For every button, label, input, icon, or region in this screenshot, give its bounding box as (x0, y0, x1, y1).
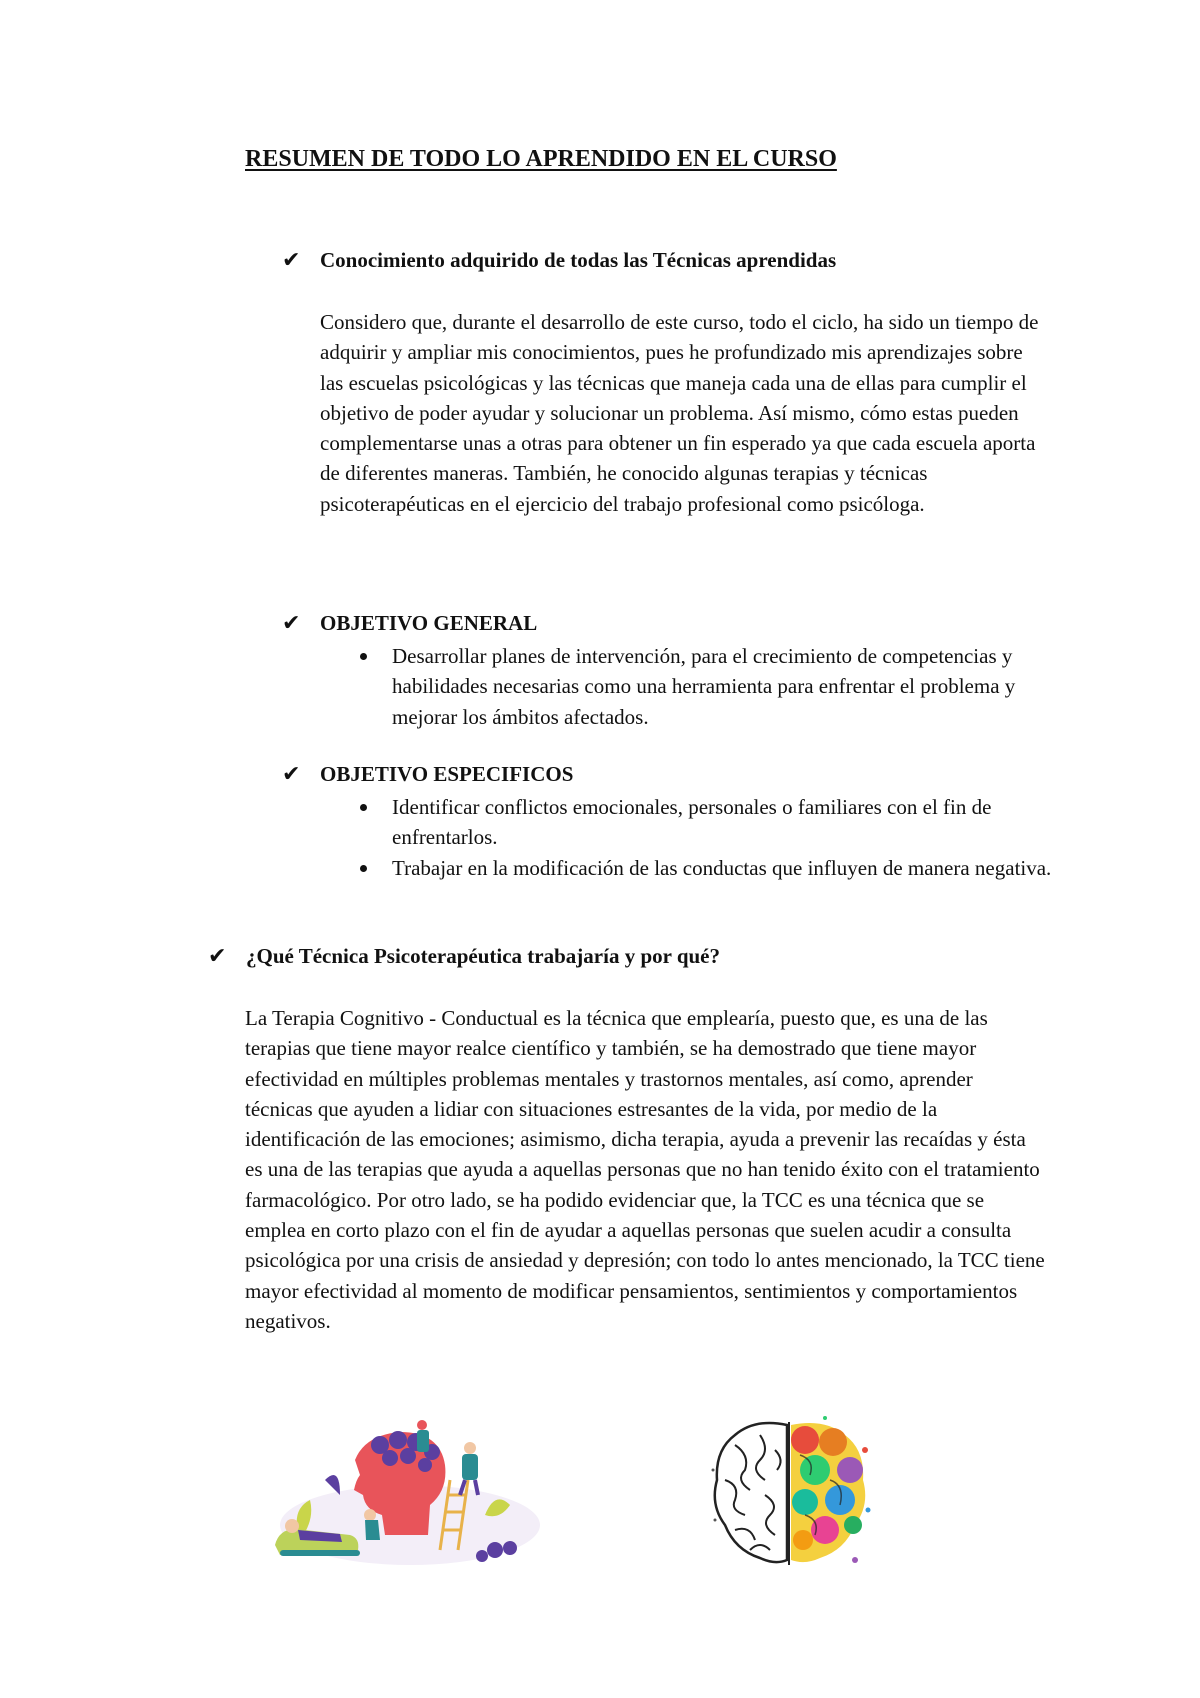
document-title: RESUMEN DE TODO LO APRENDIDO EN EL CURSO (245, 146, 837, 172)
list-item-text: Desarrollar planes de intervención, para el crecimiento de competencias y habilidades necesarias como una herramienta para enfrentar el problema y mejorar los ámbitos afectados. (392, 644, 1016, 729)
section-heading-text: OBJETIVO ESPECIFICOS (320, 762, 574, 786)
section-heading-conocimiento (282, 248, 836, 273)
section-heading-text: Conocimiento adquirido de todas las Técnicas aprendidas (320, 248, 837, 272)
bullet-icon (360, 865, 367, 872)
section-heading-objetivo-especificos (282, 762, 573, 787)
section-heading-text: ¿Qué Técnica Psicoterapéutica trabajaría y por qué? (246, 944, 720, 968)
bullet-icon (360, 804, 367, 811)
section-heading-tecnica (208, 944, 720, 969)
checkmark-icon: ✔ (282, 248, 301, 273)
section-heading-text: OBJETIVO GENERAL (320, 611, 538, 635)
conocimiento-paragraph: Considero que, durante el desarrollo de este curso, todo el ciclo, ha sido un tiempo de adquirir y ampliar mis conocimientos, pues he profundizado mis aprendizajes sobre las escuelas psicológicas y las técnicas que maneja cada una de ellas para cumplir el objetivo de poder ayudar y solucionar un problema. Así mismo, cómo estas pueden complementarse unas a otras para obtener un fin esperado ya que cada escuela aporta de diferentes maneras. También, he conocido algunas terapias y técnicas psicoterapéuticas en el ejercicio del trabajo profesional como psicóloga. (320, 310, 1039, 516)
objetivo-general-list (392, 641, 1032, 732)
bullet-icon (360, 653, 367, 660)
list-item-text: Identificar conflictos emocionales, personales o familiares con el fin de enfrentarlos. (392, 795, 992, 850)
tecnica-paragraph: La Terapia Cognitivo - Conductual es la técnica que emplearía, puesto que, es una de las terapias que tiene mayor realce científico y también, se ha demostrado que tiene mayor efectividad en múltiples problemas mentales y trastornos mentales, así como, aprender técnicas que ayuden a lidiar con situaciones estresantes de la vida, por medio de la identificación de las emociones; asimismo, dicha terapia, ayuda a prevenir las recaídas y ésta es una de las terapias que ayuda a aquellas personas que no han tenido éxito con el tratamiento farmacológico. Por otro lado, se ha podido evidenciar que, la TCC es una técnica que se emplea en corto plazo con el fin de ayudar a aquellas personas que suelen acudir a consulta psicológica por una crisis de ansiedad y depresión; con todo lo antes mencionado, la TCC tiene mayor efectividad al momento de modificar pensamientos, sentimientos y comportamientos negativos. (245, 1006, 1045, 1333)
therapy-illustration (270, 1420, 550, 1570)
list-item (392, 792, 1052, 853)
checkmark-icon: ✔ (282, 611, 301, 636)
checkmark-icon: ✔ (282, 762, 301, 787)
list-item-text: Trabajar en la modificación de las conductas que influyen de manera negativa. (392, 855, 1052, 880)
section-heading-objetivo-general (282, 611, 537, 636)
checkmark-icon: ✔ (208, 944, 227, 969)
list-item (392, 853, 1052, 883)
list-item (392, 641, 1032, 732)
brain-illustration (705, 1410, 875, 1580)
objetivo-especificos-list (392, 792, 1052, 883)
